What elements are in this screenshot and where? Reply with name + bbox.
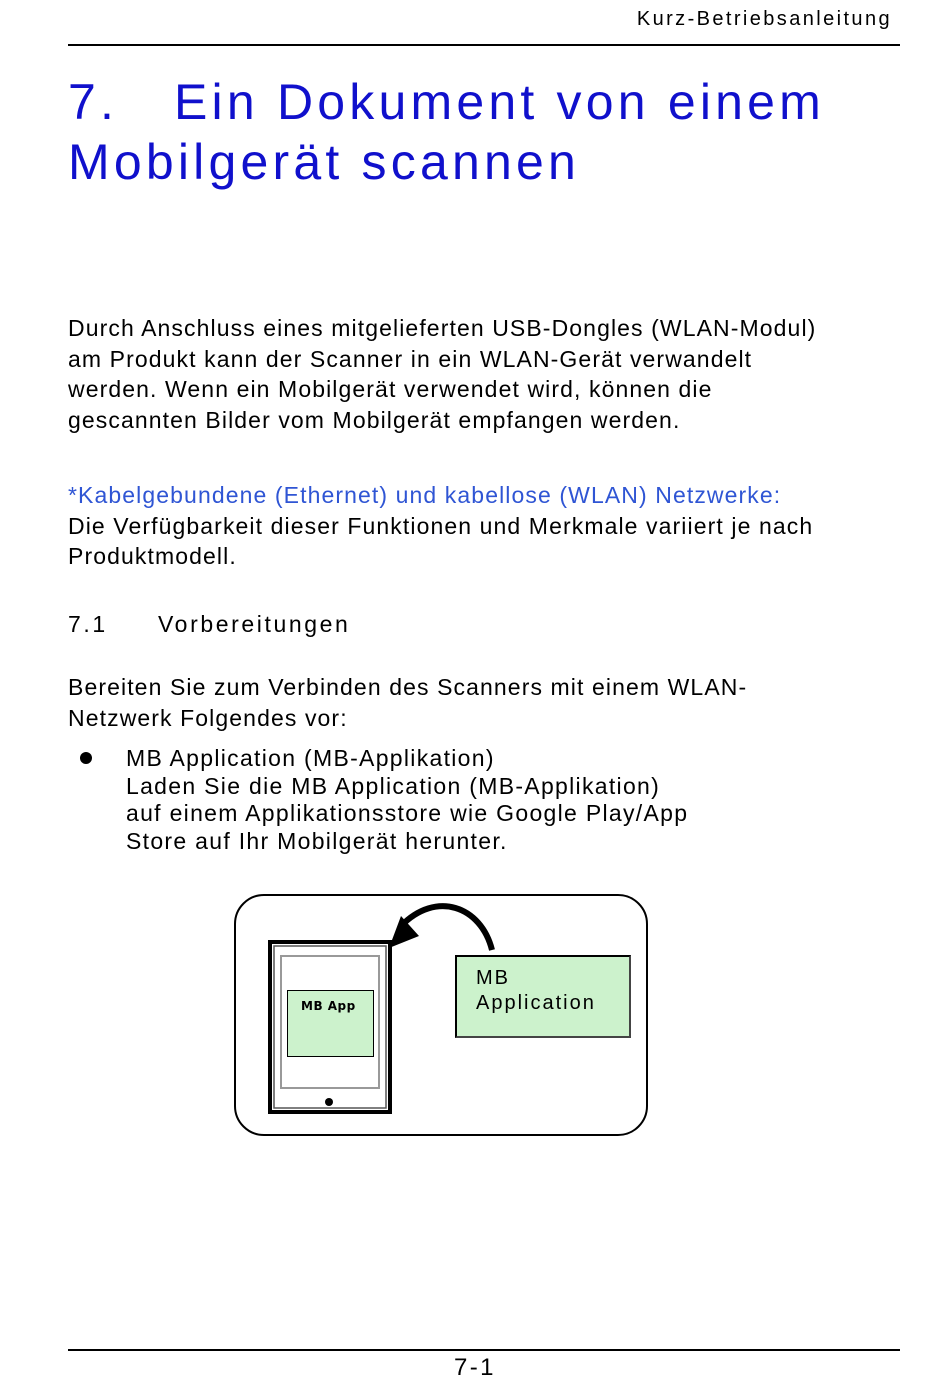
running-header: Kurz-Betriebsanleitung <box>636 8 892 30</box>
chapter-number: 7. <box>68 74 119 130</box>
page-number: 7-1 <box>454 1354 496 1381</box>
chapter-title-line1: Ein Dokument von einem <box>174 74 826 130</box>
bullet-line: Store auf Ihr Mobilgerät herunter. <box>126 827 508 854</box>
bullet-line: auf einem Applikationsstore wie Google Play/App <box>126 800 689 826</box>
section-intro: Bereiten Sie zum Verbinden des Scanners mit einem WLAN-Netzwerk Folgendes vor: <box>68 674 748 731</box>
intro-paragraph: Durch Anschluss eines mitgelieferten USB-Dongles (WLAN-Modul) am Produkt kann der Scanner in ein WLAN-Gerät verwandelt werden. Wenn ein Mobilgerät verwendet wird, können die gescannten Bilder vom Mobilgerät empfangen werden. <box>68 315 817 433</box>
mb-application-box <box>455 955 631 1038</box>
chapter-title <box>68 72 908 192</box>
mb-box-line1: MB <box>476 967 510 989</box>
mb-box-line2: Application <box>476 992 596 1014</box>
network-note <box>68 480 888 572</box>
mb-application-figure <box>234 894 648 1136</box>
footer-rule <box>68 1349 900 1351</box>
bullet-title: MB Application (MB-Applikation) <box>126 745 495 771</box>
chapter-title-line2: Mobilgerät scannen <box>68 134 580 190</box>
header-rule <box>68 44 900 46</box>
network-note-text: Die Verfügbarkeit dieser Funktionen und Merkmale variiert je nach Produktmodell. <box>68 512 814 569</box>
bullet-line: Laden Sie die MB Application (MB-Applikation) <box>126 772 661 799</box>
section-number: 7.1 <box>68 611 108 637</box>
bullet-item-mb-application <box>126 745 826 855</box>
section-heading <box>68 611 350 638</box>
section-title: Vorbereitungen <box>158 611 351 637</box>
bullet-marker <box>80 752 92 764</box>
tablet-app-label: MB App <box>287 990 374 1057</box>
arrow-head <box>389 916 419 948</box>
network-note-heading: *Kabelgebundene (Ethernet) und kabellose (WLAN) Netzwerke: <box>68 482 782 508</box>
curved-arrow-icon <box>401 906 492 950</box>
